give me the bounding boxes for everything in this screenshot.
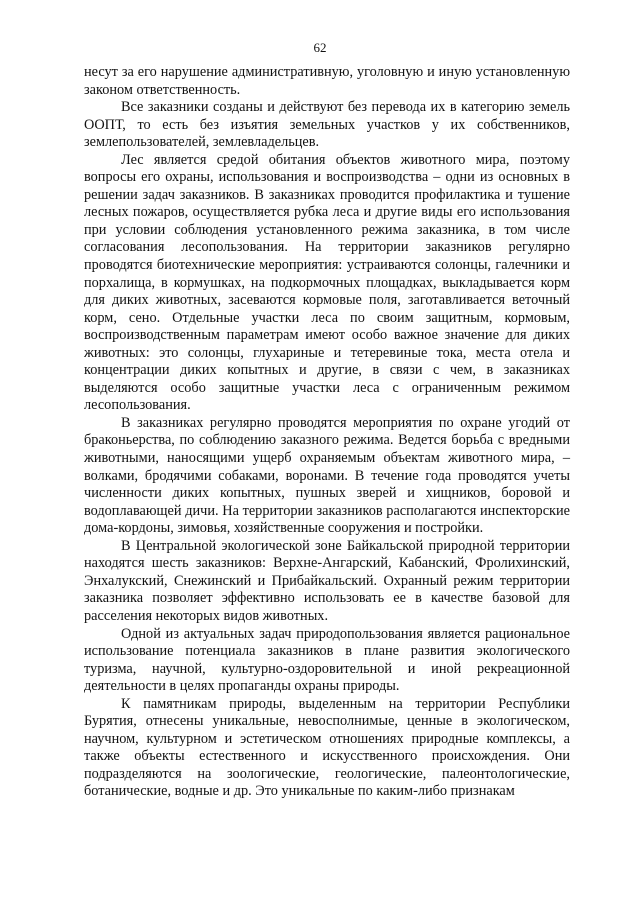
paragraph-6: Одной из актуальных задач природопользования является рациональное использование потенциала заказников в плане развития экологического туризма, научной, культурно-оздоровительной и иной рекреационной деятельности в целях пропаганды охраны природы. bbox=[84, 625, 570, 695]
paragraph-5: В Центральной экологической зоне Байкальской природной территории находятся шесть заказников: Верхне-Ангарский, Кабанский, Фролихинский, Энхалукский, Снежинский и Прибайкальский. Охранный режим территории заказника позволяет эффективно использовать ее в качестве базовой для расселения некоторых видов животных. bbox=[84, 537, 570, 624]
text-body bbox=[84, 64, 570, 801]
paragraph-1: несут за его нарушение административную, уголовную и иную установленную законом ответственность. bbox=[84, 64, 570, 98]
paragraph-4: В заказниках регулярно проводятся мероприятия по охране угодий от браконьерства, по соблюдению заказного режима. Ведется борьба с вредными животными, наносящими ущерб охраняемым объектам животного мира, – волками, бродячими собаками, воронами. В течение года проводятся учеты численности диких копытных, пушных зверей и хищников, боровой и водоплавающей дичи. На территории заказников располагаются инспекторские дома-кордоны, зимовья, хозяйственные сооружения и постройки. bbox=[84, 414, 570, 537]
page-number: 62 bbox=[313, 40, 327, 55]
paragraph-2: Все заказники созданы и действуют без перевода их в категорию земель ООПТ, то есть без изъятия земельных участков у их собственников, землепользователей, землевладельцев. bbox=[84, 99, 570, 151]
paragraph-3: Лес является средой обитания объектов животного мира, поэтому вопросы его охраны, использования и воспроизводства – одни из основных в решении задач заказников. В заказниках проводится профилактика и тушение лесных пожаров, осуществляется рубка леса и другие виды его использования при условии соблюдения установленного режима заказника, в том числе согласования лесопользования. На территории заказников регулярно проводятся биотехнические мероприятия: устраиваются солонцы, галечники и порхалища, в кормушках, на подкормочных площадках, выкладывается корм для диких животных, засеваются кормовые поля, заготавливается веточный корм, сено. Отдельные участки леса по своим защитным, кормовым, воспроизводственным параметрам имеют особо важное значение для диких животных: это солонцы, глухариные и тетеревиные тока, места отела и концентрации диких копытных и другие, в связи с чем, в заказниках выделяются особо защитные участки леса с ограниченным режимом лесопользования. bbox=[84, 151, 570, 414]
paragraph-7: К памятникам природы, выделенным на территории Республики Бурятия, отнесены уникальные, невосполнимые, ценные в экологическом, научном, культурном и эстетическом отношениях природные комплексы, а также объекты естественного и искусственного происхождения. Они подразделяются на зоологические, геологические, палеонтологические, ботанические, водные и др. Это уникальные по каким-либо признакам bbox=[84, 695, 570, 800]
